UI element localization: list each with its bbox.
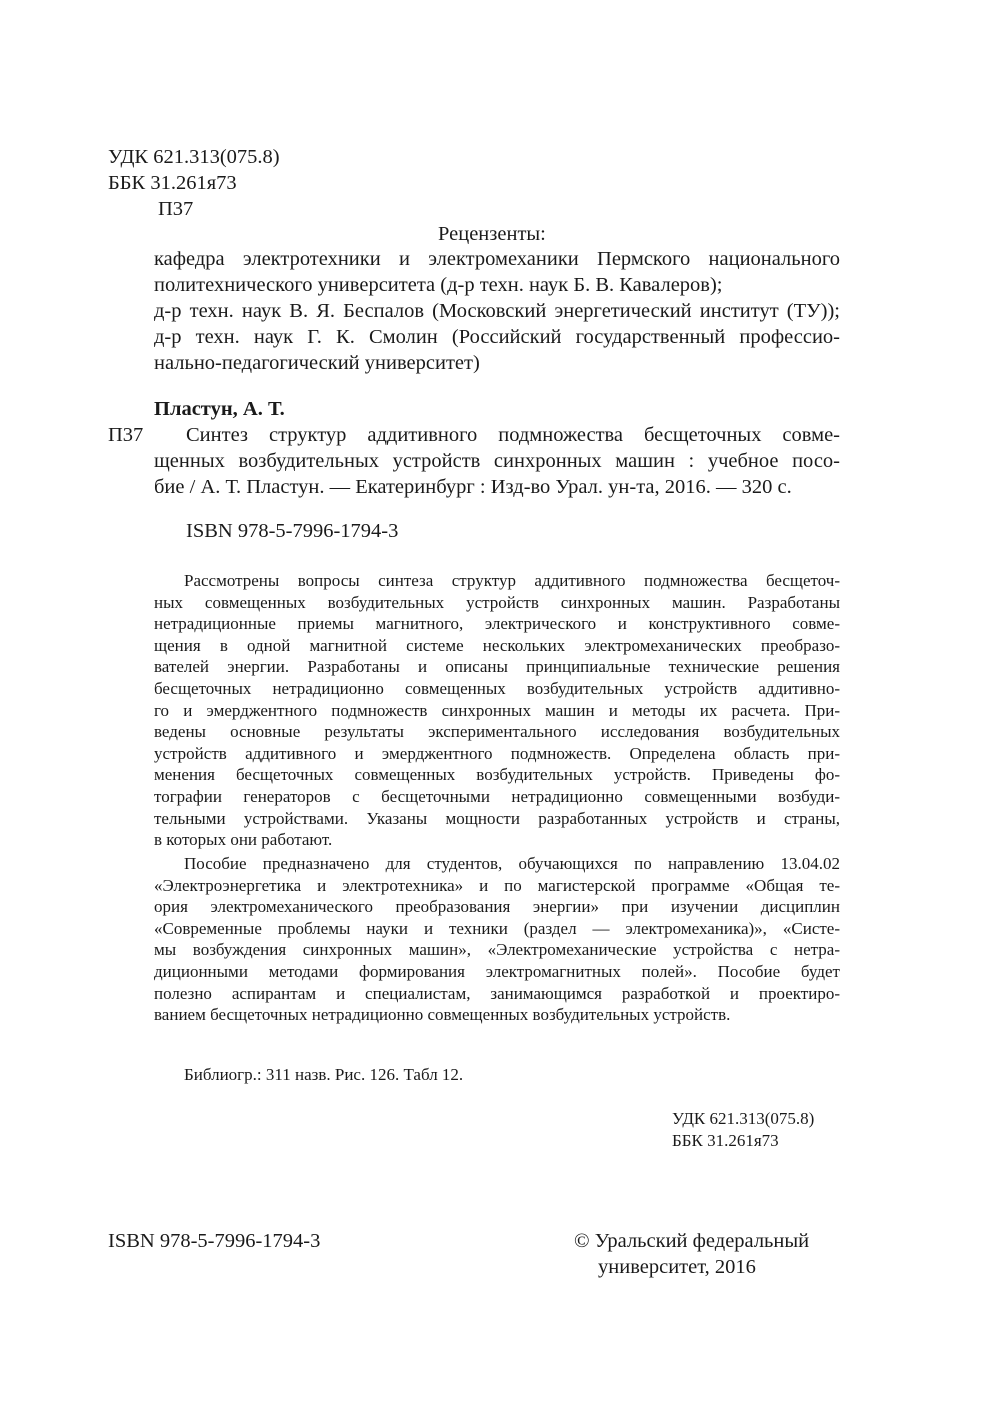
abstract-line: Рассмотрены вопросы синтеза структур аддитивного подмножества бесщеточ- [184, 571, 840, 590]
reviewer-line: д-р техн. наук В. Я. Беспалов (Московский энергетический институт (ТУ)); [154, 300, 840, 322]
copyright-line-1: © Уральский федеральный [574, 1230, 810, 1252]
reviewer-line: нально-педагогический университет) [154, 352, 480, 374]
footer-udk: УДК 621.313(075.8) [672, 1109, 815, 1128]
abstract-line: ведены основные результаты экспериментального исследования возбудительных [154, 722, 840, 742]
abstract-line: мы возбуждения синхронных машин», «Электромеханические устройства с нетра- [154, 940, 840, 960]
bibliography-count: Библиогр.: 311 назв. Рис. 126. Табл 12. [184, 1065, 464, 1084]
abstract-paragraph-2 [154, 875, 840, 1026]
abstract-line: менения бесщеточных совмещенных возбудительных устройств. Приведены фо- [154, 765, 840, 785]
abstract-line: диционными методами формирования электромагнитных полей». Пособие будет [154, 961, 840, 981]
author-mark: П37 [158, 198, 194, 220]
abstract-line: тографии генераторов с бесщеточными нетрадиционно совмещенными возбуди- [154, 786, 840, 806]
abstract-line: тельными устройствами. Указаны мощности разработанных устройств и страны, [154, 808, 840, 828]
bottom-isbn: ISBN 978-5-7996-1794-3 [108, 1230, 321, 1252]
abstract-p2-first [184, 853, 840, 875]
abstract-line: ория электромеханического преобразования энергии» при изучении дисциплин [154, 897, 840, 917]
abstract-line: устройств аддитивного и эмерджентного подмножеств. Определена область при- [154, 743, 840, 763]
abstract-line: в которых они работают. [154, 830, 333, 850]
bib-isbn: ISBN 978-5-7996-1794-3 [186, 520, 399, 542]
abstract-line: «Современные проблемы науки и техники (раздел — электромеханика)», «Систе- [154, 918, 840, 938]
abstract-paragraph-1 [154, 592, 840, 851]
abstract-line: нетрадиционные приемы магнитного, электрического и конструктивного совме- [154, 614, 840, 634]
bib-line: Синтез структур аддитивного подмножества бесщеточных совме- [186, 424, 840, 446]
footer-bbk: ББК 31.261я73 [672, 1131, 779, 1150]
reviewer-line: кафедра электротехники и электромеханики Пермского национального [154, 248, 840, 270]
abstract-line: бесщеточных нетрадиционно совмещенных возбудительных устройств аддитивно- [154, 678, 840, 698]
bib-line: щенных возбудительных устройств синхронных машин : учебное посо- [154, 450, 840, 472]
abstract-line: вателей энергии. Разработаны и описаны принципиальные технические решения [154, 657, 840, 677]
book-author: Пластун, А. Т. [154, 398, 285, 420]
udk-code: УДК 621.313(075.8) [108, 146, 280, 168]
abstract-line: го и эмерджентного подмножеств синхронных машин и методы их расчета. При- [154, 700, 840, 720]
reviewers-title: Рецензенты: [438, 223, 546, 245]
copyright-line-2: университет, 2016 [598, 1256, 756, 1278]
abstract-line: ных совмещенных возбудительных устройств синхронных машин. Разработаны [154, 592, 840, 612]
bib-title-line1 [186, 422, 840, 448]
abstract-line: полезно аспирантам и специалистам, занимающимся разработкой и проектиро- [154, 983, 840, 1003]
bbk-code: ББК 31.261я73 [108, 172, 237, 194]
abstract-line: ванием бесщеточных нетрадиционно совмещенных возбудительных устройств. [154, 1005, 731, 1025]
reviewer-line: политехнического университета (д-р техн. наук Б. В. Кавалеров); [154, 274, 723, 296]
abstract-line: Пособие предназначено для студентов, обучающихся по направлению 13.04.02 [184, 854, 840, 873]
reviewers-block [154, 246, 840, 376]
abstract-line: «Электроэнергетика и электротехника» и по магистерской программе «Общая те- [154, 875, 840, 895]
bib-title-rest [154, 448, 840, 500]
abstract-line: щения в одной магнитной системе нескольких электромеханических преобразо- [154, 635, 840, 655]
bib-author-mark: П37 [108, 424, 144, 446]
abstract-p1-first [184, 570, 840, 592]
reviewer-line: д-р техн. наук Г. К. Смолин (Российский государственный профессио- [154, 326, 840, 348]
bib-line: бие / А. Т. Пластун. — Екатеринбург : Изд-во Урал. ун-та, 2016. — 320 с. [154, 476, 792, 498]
